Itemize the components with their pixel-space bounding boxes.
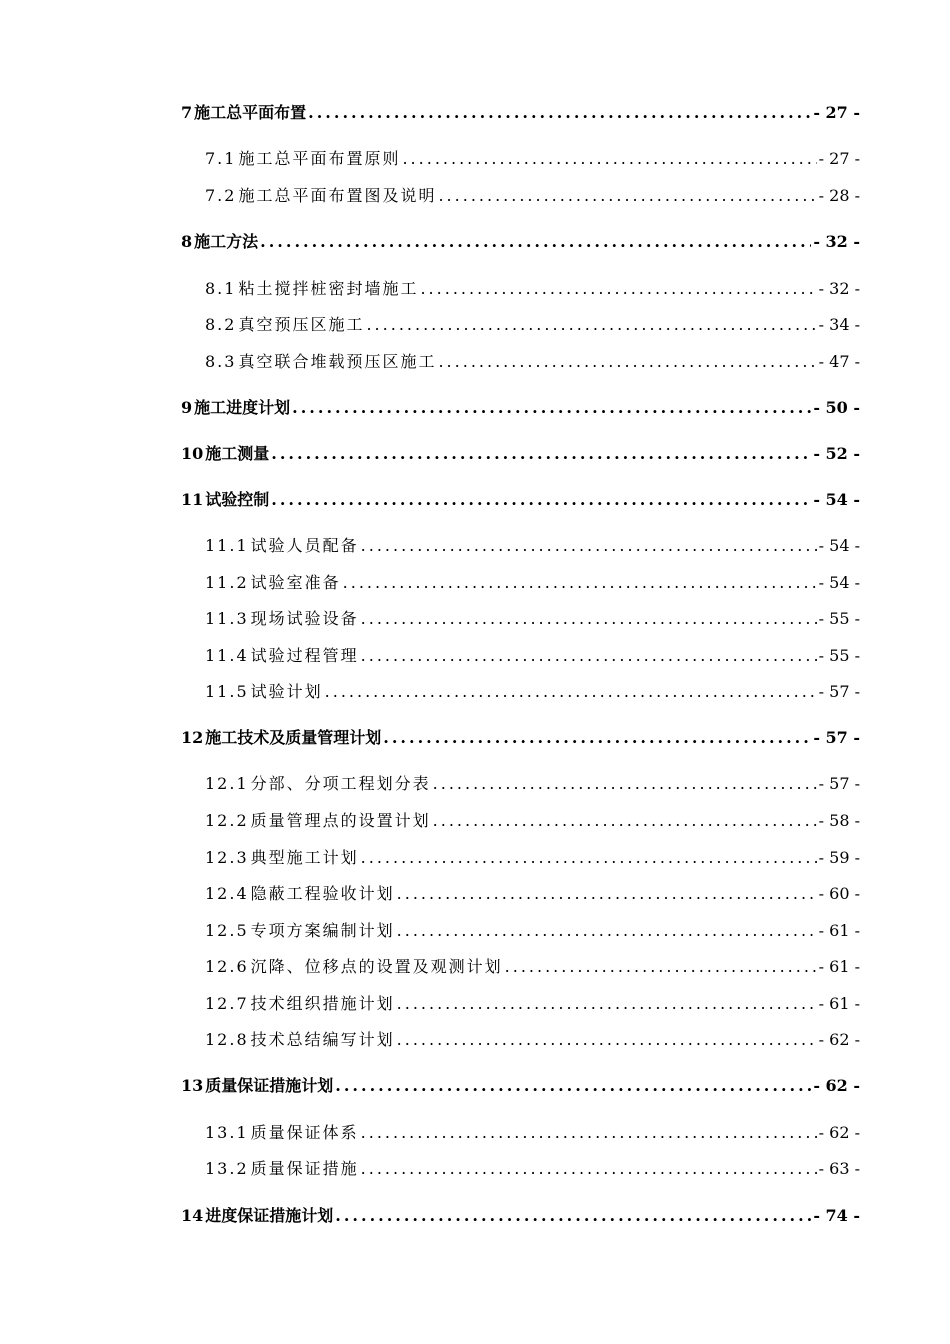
toc-entry-number: 12.8 (205, 1030, 249, 1049)
toc-entry-page-number: - 57 - (818, 682, 860, 701)
toc-entry-number: 13.2 (205, 1159, 249, 1178)
toc-chapter-entry[interactable] (181, 487, 860, 511)
toc-dot-leader (361, 1123, 817, 1142)
toc-chapter-entry[interactable] (181, 725, 860, 749)
toc-section-entry[interactable] (205, 991, 860, 1015)
toc-entry-title: 施工测量 (205, 444, 270, 463)
toc-entry-number: 12.3 (205, 848, 249, 867)
toc-entry-page-number: - 28 - (818, 186, 860, 205)
toc-entry-title: 技术组织措施计划 (250, 994, 395, 1013)
toc-entry-page-number: - 55 - (818, 609, 860, 628)
toc-entry-title: 施工总平面布置原则 (238, 149, 401, 168)
toc-entry-number: 12.2 (205, 811, 249, 830)
toc-entry-page-number: - 54 - (818, 536, 860, 555)
toc-entry-number: 7.1 (205, 149, 237, 168)
toc-dot-leader (361, 609, 817, 628)
toc-entry-title: 试验过程管理 (250, 646, 359, 665)
toc-dot-leader (402, 149, 816, 168)
toc-entry-number: 12.5 (205, 921, 249, 940)
toc-entry-page-number: - 61 - (818, 957, 860, 976)
toc-section-entry[interactable] (205, 349, 860, 373)
toc-dot-leader (397, 884, 817, 903)
toc-entry-page-number: - 54 - (813, 490, 860, 509)
toc-chapter-entry[interactable] (181, 229, 860, 253)
toc-entry-title: 质量保证体系 (250, 1123, 359, 1142)
toc-entry-page-number: - 62 - (818, 1030, 860, 1049)
toc-entry-page-number: - 62 - (813, 1076, 860, 1095)
toc-dot-leader (397, 1030, 817, 1049)
toc-entry-title: 质量保证措施 (250, 1159, 359, 1178)
toc-dot-leader (397, 994, 817, 1013)
toc-entry-page-number: - 60 - (818, 884, 860, 903)
toc-dot-leader (397, 921, 817, 940)
toc-entry-title: 进度保证措施计划 (205, 1206, 334, 1225)
toc-entry-title: 质量保证措施计划 (205, 1076, 334, 1095)
toc-chapter-entry[interactable] (181, 441, 860, 465)
toc-dot-leader (260, 232, 811, 251)
toc-entry-number: 12 (181, 728, 204, 747)
toc-entry-title: 隐蔽工程验收计划 (250, 884, 395, 903)
toc-dot-leader (420, 279, 816, 298)
toc-entry-page-number: - 57 - (818, 774, 860, 793)
toc-entry-number: 13 (181, 1076, 204, 1095)
toc-entry-page-number: - 61 - (818, 994, 860, 1013)
toc-entry-number: 10 (181, 444, 204, 463)
toc-entry-page-number: - 54 - (818, 573, 860, 592)
toc-entry-number: 8.1 (205, 279, 237, 298)
toc-entry-number: 7 (181, 103, 193, 122)
toc-entry-page-number: - 52 - (813, 444, 860, 463)
toc-dot-leader (271, 444, 811, 463)
toc-entry-number: 12.7 (205, 994, 249, 1013)
toc-entry-title: 沉降、位移点的设置及观测计划 (250, 957, 503, 976)
toc-section-entry[interactable] (205, 183, 860, 207)
toc-dot-leader (361, 848, 817, 867)
toc-section-entry[interactable] (205, 146, 860, 170)
toc-entry-page-number: - 47 - (818, 352, 860, 371)
toc-dot-leader (308, 103, 811, 122)
toc-dot-leader (343, 573, 817, 592)
toc-dot-leader (325, 682, 817, 701)
toc-dot-leader (433, 811, 817, 830)
toc-entry-number: 11.3 (205, 609, 249, 628)
toc-entry-page-number: - 50 - (813, 398, 860, 417)
toc-entry-title: 施工技术及质量管理计划 (205, 728, 382, 747)
toc-entry-title: 现场试验设备 (250, 609, 359, 628)
toc-section-entry[interactable] (205, 533, 860, 557)
toc-dot-leader (335, 1076, 811, 1095)
toc-dot-leader (505, 957, 817, 976)
toc-entry-title: 典型施工计划 (250, 848, 359, 867)
toc-entry-page-number: - 59 - (818, 848, 860, 867)
toc-section-entry[interactable] (205, 570, 860, 594)
toc-section-entry[interactable] (205, 808, 860, 832)
toc-entry-number: 8.3 (205, 352, 237, 371)
toc-section-entry[interactable] (205, 881, 860, 905)
toc-entry-page-number: - 74 - (813, 1206, 860, 1225)
toc-entry-page-number: - 34 - (818, 315, 860, 334)
toc-entry-number: 9 (181, 398, 193, 417)
toc-entry-title: 施工进度计划 (194, 398, 291, 417)
toc-entry-page-number: - 57 - (813, 728, 860, 747)
toc-entry-page-number: - 62 - (818, 1123, 860, 1142)
toc-entry-title: 试验控制 (205, 490, 270, 509)
toc-entry-page-number: - 27 - (818, 149, 860, 168)
toc-chapter-entry[interactable] (181, 100, 860, 124)
toc-dot-leader (271, 490, 811, 509)
toc-dot-leader (361, 646, 817, 665)
toc-section-entry[interactable] (205, 606, 860, 630)
toc-entry-number: 12.1 (205, 774, 249, 793)
toc-dot-leader (438, 186, 816, 205)
toc-dot-leader (438, 352, 816, 371)
toc-section-entry[interactable] (205, 954, 860, 978)
toc-entry-number: 11.1 (205, 536, 249, 555)
toc-entry-number: 11.4 (205, 646, 249, 665)
toc-entry-number: 13.1 (205, 1123, 249, 1142)
toc-entry-number: 11.2 (205, 573, 249, 592)
toc-chapter-entry[interactable] (181, 395, 860, 419)
toc-entry-title: 技术总结编写计划 (250, 1030, 395, 1049)
toc-entry-page-number: - 61 - (818, 921, 860, 940)
toc-dot-leader (361, 1159, 817, 1178)
toc-dot-leader (366, 315, 816, 334)
toc-entry-title: 施工总平面布置 (194, 103, 307, 122)
toc-entry-page-number: - 32 - (813, 232, 860, 251)
toc-section-entry[interactable] (205, 771, 860, 795)
toc-entry-number: 8 (181, 232, 193, 251)
toc-dot-leader (361, 536, 817, 555)
toc-entry-page-number: - 58 - (818, 811, 860, 830)
toc-entry-page-number: - 55 - (818, 646, 860, 665)
toc-dot-leader (335, 1206, 811, 1225)
toc-section-entry[interactable] (205, 918, 860, 942)
toc-dot-leader (292, 398, 811, 417)
toc-entry-number: 12.6 (205, 957, 249, 976)
toc-dot-leader (383, 728, 811, 747)
toc-entry-title: 真空联合堆载预压区施工 (238, 352, 437, 371)
toc-entry-title: 施工总平面布置图及说明 (238, 186, 437, 205)
toc-section-entry[interactable] (205, 845, 860, 869)
toc-entry-number: 14 (181, 1206, 204, 1225)
toc-entry-number: 11 (181, 490, 204, 509)
toc-entry-title: 试验室准备 (250, 573, 341, 592)
toc-entry-title: 真空预压区施工 (238, 315, 365, 334)
toc-section-entry[interactable] (205, 1156, 860, 1180)
toc-section-entry[interactable] (205, 276, 860, 300)
toc-entry-number: 7.2 (205, 186, 237, 205)
toc-chapter-entry[interactable] (181, 1203, 860, 1227)
toc-entry-title: 施工方法 (194, 232, 259, 251)
toc-entry-title: 专项方案编制计划 (250, 921, 395, 940)
toc-dot-leader (433, 774, 817, 793)
toc-section-entry[interactable] (205, 1027, 860, 1051)
toc-section-entry[interactable] (205, 1120, 860, 1144)
toc-entry-number: 8.2 (205, 315, 237, 334)
toc-entry-title: 试验人员配备 (250, 536, 359, 555)
toc-entry-page-number: - 32 - (818, 279, 860, 298)
toc-entry-page-number: - 27 - (813, 103, 860, 122)
toc-section-entry[interactable] (205, 679, 860, 703)
toc-entry-title: 粘土搅拌桩密封墙施工 (238, 279, 419, 298)
toc-entry-title: 分部、分项工程划分表 (250, 774, 431, 793)
toc-entry-title: 质量管理点的设置计划 (250, 811, 431, 830)
toc-entry-number: 12.4 (205, 884, 249, 903)
toc-entry-title: 试验计划 (250, 682, 323, 701)
toc-entry-page-number: - 63 - (818, 1159, 860, 1178)
toc-section-entry[interactable] (205, 643, 860, 667)
toc-chapter-entry[interactable] (181, 1073, 860, 1097)
toc-section-entry[interactable] (205, 312, 860, 336)
toc-entry-number: 11.5 (205, 682, 249, 701)
